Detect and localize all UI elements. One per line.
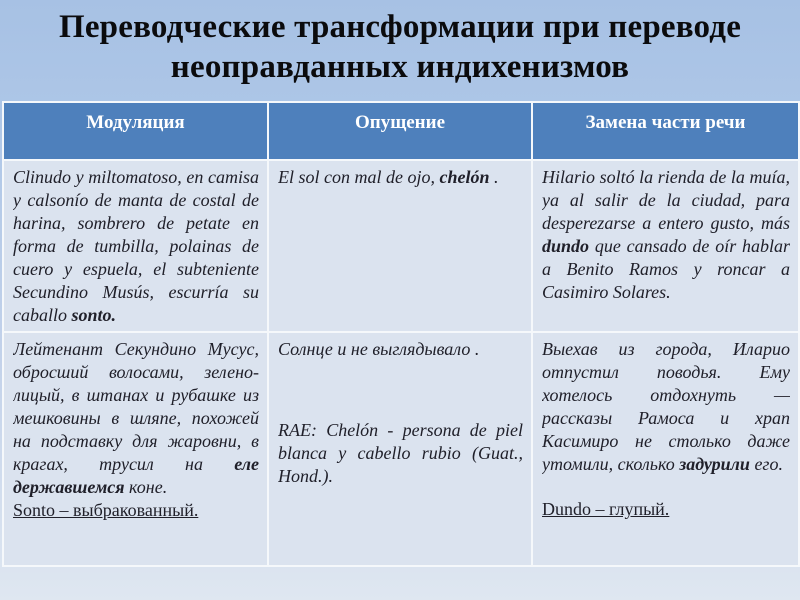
cell-omission-translation — [268, 332, 532, 566]
column-header-pos-replacement: Замена части речи — [532, 102, 799, 160]
text-paragraph — [278, 338, 523, 361]
text-segment: RAE: Chelón - persona de piel blanca y cabello rubio (Guat., Hond.). — [278, 420, 523, 486]
text-paragraph — [13, 166, 259, 326]
slide-title-line-1: Переводческие трансформации при переводе — [58, 9, 742, 45]
rae-definition-note — [278, 419, 523, 488]
text-segment-bold: задурили — [679, 454, 750, 474]
cell-modulation-source — [3, 160, 268, 332]
cell-content — [13, 166, 259, 326]
text-segment: Clinudo y miltomatoso, en camisa y calsonío de manta de costal de harina, sombrero de petate en forma de tumbilla, polainas de cuero y espuela, el subteniente Secundino Musús, escurría su caballo — [13, 167, 259, 325]
cell-content — [278, 166, 523, 326]
column-header-omission: Опущение — [268, 102, 532, 160]
text-segment: Выехав из города, Иларио отпустил поводья. Ему хотелось отдохнуть — рассказы Рамоса и храп Касимиро не столько даже утомили, сколько — [542, 339, 790, 474]
text-segment-bold: chelón — [439, 167, 490, 187]
text-paragraph — [542, 166, 790, 304]
text-segment: Лейтенант Секундино Мусус, обросший волосами, зелено-лицый, в штанах и рубашке из мешковины в шляпе, похожей на подставку для жаровни, в крагах, трусил на — [13, 339, 259, 474]
text-segment-bold: sonto. — [71, 305, 117, 325]
slide-title — [0, 0, 800, 87]
text-paragraph — [13, 338, 259, 499]
cell-content — [13, 338, 259, 560]
slide-title-line-2: неоправданных индихенизмов — [170, 49, 630, 85]
text-paragraph — [542, 338, 790, 476]
text-segment: . — [489, 167, 499, 187]
text-segment: El sol con mal de ojo, — [278, 167, 440, 187]
cell-omission-source — [268, 160, 532, 332]
table-row — [3, 332, 799, 566]
cell-modulation-translation — [3, 332, 268, 566]
gloss-note-dundo — [542, 498, 790, 521]
text-segment: Солнце и не выглядывало . — [278, 339, 480, 359]
gloss-note-sonto — [13, 499, 259, 522]
text-segment-underline: Sonto – выбракованный. — [13, 500, 199, 520]
text-segment-underline: Dundo – глупый. — [542, 499, 670, 519]
cell-content — [542, 338, 790, 560]
text-paragraph — [278, 166, 523, 189]
text-segment: que cansado de oír hablar a Benito Ramos y roncar a Casimiro Solares. — [542, 236, 790, 302]
text-segment: его. — [749, 454, 783, 474]
cell-content — [278, 338, 523, 560]
text-segment: коне. — [124, 477, 168, 497]
cell-pos-replacement-source — [532, 160, 799, 332]
cell-content — [542, 166, 790, 326]
text-segment-bold: dundo — [542, 236, 590, 256]
cell-pos-replacement-translation — [532, 332, 799, 566]
table-header-row — [3, 102, 799, 160]
column-header-modulation: Модуляция — [3, 102, 268, 160]
text-segment-bold: еле державшемся — [13, 454, 259, 497]
table-row — [3, 160, 799, 332]
text-segment: Hilario soltó la rienda de la muía, ya al salir de la ciudad, para desperezarse a entero gusto, más — [542, 167, 790, 233]
transformations-table — [2, 101, 800, 567]
